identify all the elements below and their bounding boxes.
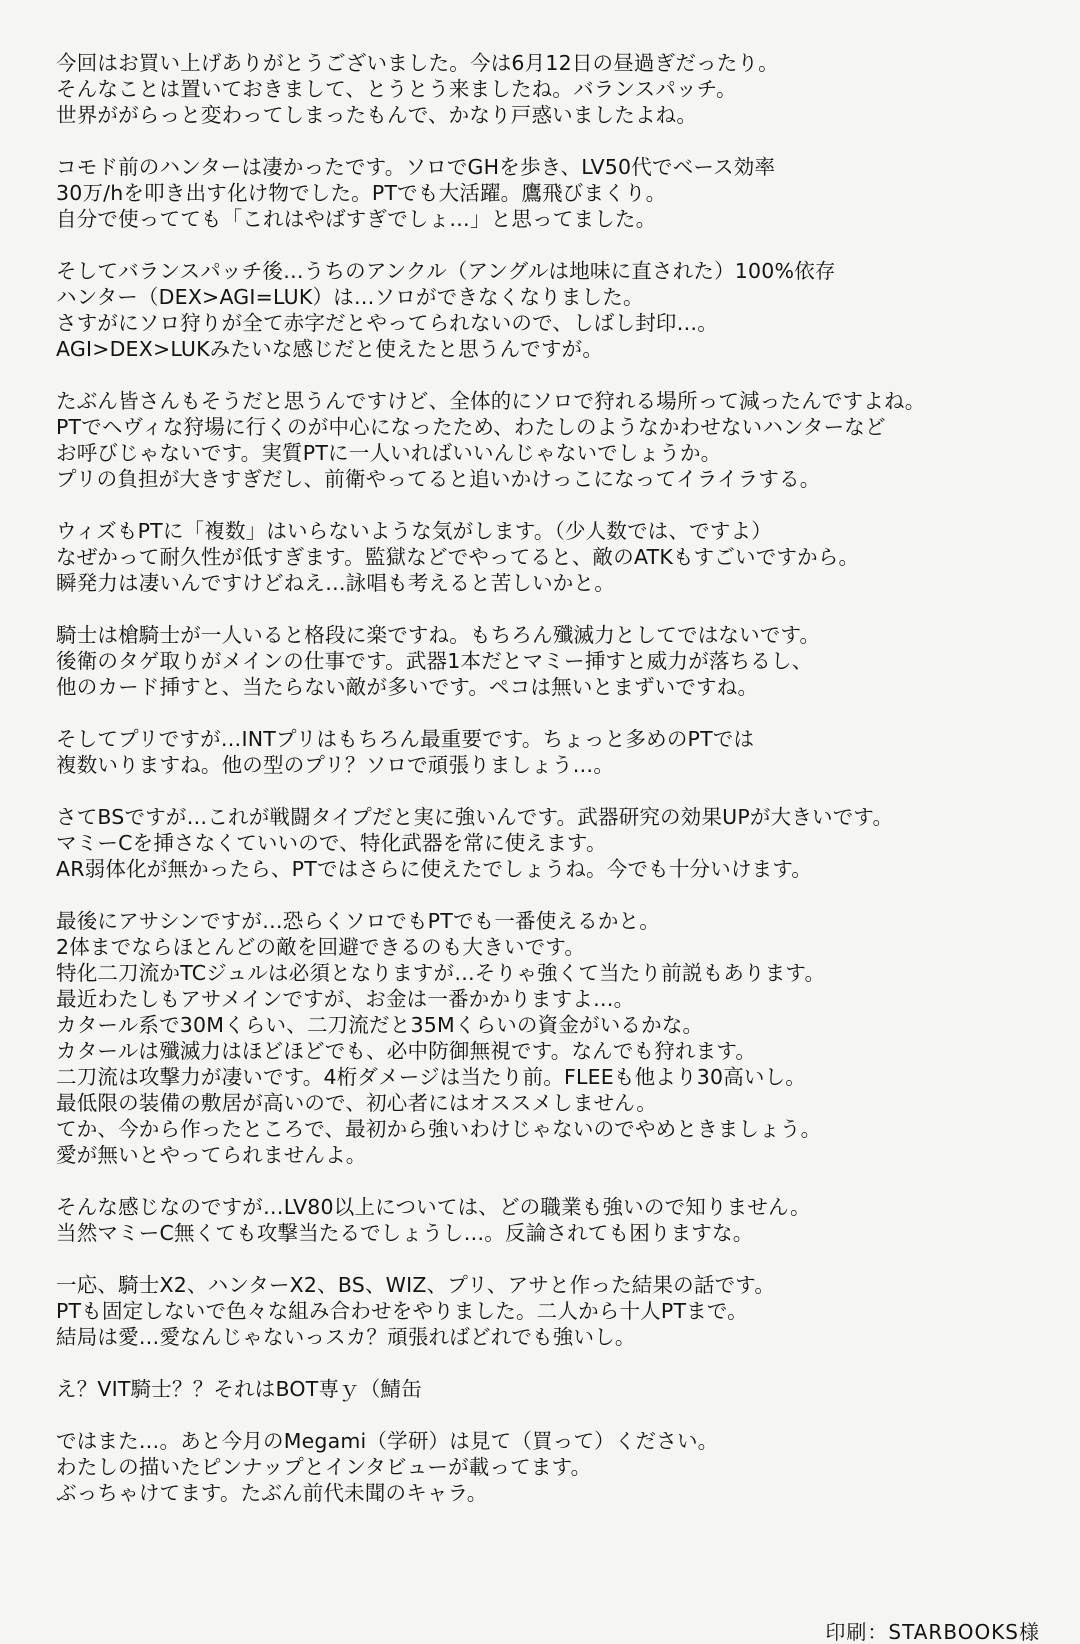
text-line: 最後にアサシンですが…恐らくソロでもPTでも一番使えるかと。 (56, 909, 660, 933)
text-line: 後衛のタゲ取りがメインの仕事です。武器1本だとマミー挿すと威力が落ちるし、 (56, 649, 813, 673)
text-line: 特化二刀流かTCジュルは必須となりますが…そりゃ強くて当たり前説もあります。 (56, 961, 826, 985)
text-line: さすがにソロ狩りが全て赤字だとやってられないので、しばし封印…。 (56, 311, 718, 335)
text-line: 今回はお買い上げありがとうございました。今は6月12日の昼過ぎだったり。 (56, 51, 779, 75)
paragraph (56, 154, 1056, 232)
text-line: てか、今から作ったところで、最初から強いわけじゃないのでやめときましょう。 (56, 1117, 822, 1141)
paragraph (56, 804, 1056, 882)
text-line: カタール系で30Mくらい、二刀流だと35Mくらいの資金がいるかな。 (56, 1013, 704, 1037)
text-line: 世界ががらっと変わってしまったもんで、かなり戸惑いましたよね。 (56, 103, 698, 127)
paragraph (56, 622, 1056, 700)
text-line: え？VIT騎士？？それはBOT専ｙ（鯖缶 (56, 1377, 422, 1401)
text-line: 騎士は槍騎士が一人いると格段に楽ですね。もちろん殲滅力としてではないです。 (56, 623, 821, 647)
paragraph (56, 50, 1056, 128)
text-line: 自分で使ってても「これはやばすぎでしょ…」と思ってました。 (56, 207, 657, 231)
text-line: お呼びじゃないです。実質PTに一人いればいいんじゃないでしょうか。 (56, 441, 722, 465)
text-line: 2体までならほとんどの敵を回避できるのも大きいです。 (56, 935, 586, 959)
text-line: 当然マミーC無くても攻撃当たるでしょうし…。反論されても困りますな。 (56, 1221, 754, 1245)
text-line: そしてプリですが…INTプリはもちろん最重要です。ちょっと多めのPTでは (56, 727, 755, 751)
text-line: 一応、騎士X2、ハンターX2、BS、WIZ、プリ、アサと作った結果の話です。 (56, 1273, 776, 1297)
afterword-text (56, 50, 1056, 1532)
paragraph (56, 518, 1056, 596)
paragraph (56, 258, 1056, 362)
paragraph (56, 726, 1056, 778)
text-line: ハンター（DEX>AGI=LUK）は…ソロができなくなりました。 (56, 285, 644, 309)
paragraph (56, 908, 1056, 1168)
text-line: 最近わたしもアサメインですが、お金は一番かかりますよ…。 (56, 987, 635, 1011)
text-line: さてBSですが…これが戦闘タイプだと実に強いんです。武器研究の効果UPが大きいです。 (56, 805, 894, 829)
text-line: 結局は愛…愛なんじゃないっスカ？頑張ればどれでも強いし。 (56, 1325, 636, 1349)
text-line: 最低限の装備の敷居が高いので、初心者にはオススメしません。 (56, 1091, 657, 1115)
text-line: たぶん皆さんもそうだと思うんですけど、全体的にソロで狩れる場所って減ったんですよね。 (56, 389, 926, 413)
text-line: コモド前のハンターは凄かったです。ソロでGHを歩き、LV50代でベース効率 (56, 155, 776, 179)
text-line: そんな感じなのですが…LV80以上については、どの職業も強いので知りません。 (56, 1195, 811, 1219)
text-line: 瞬発力は凄いんですけどねえ…詠唱も考えると苦しいかと。 (56, 571, 615, 595)
paragraph (56, 388, 1056, 492)
text-line: 複数いりますね。他の型のプリ？ソロで頑張りましょう…。 (56, 753, 615, 777)
text-line: 愛が無いとやってられませんよ。 (56, 1143, 367, 1167)
text-line: そんなことは置いておきまして、とうとう来ましたね。バランスパッチ。 (56, 77, 737, 101)
paragraph (56, 1376, 1056, 1402)
text-line: AGI>DEX>LUKみたいな感じだと使えたと思うんですが。 (56, 337, 604, 361)
text-line: なぜかって耐久性が低すぎます。監獄などでやってると、敵のATKもすごいですから。 (56, 545, 860, 569)
text-line: ではまた…。あと今月のMegami（学研）は見て（買って）ください。 (56, 1429, 719, 1453)
paragraph (56, 1194, 1056, 1246)
text-line: プリの負担が大きすぎだし、前衛やってると追いかけっこになってイライラする。 (56, 467, 821, 491)
text-line: 二刀流は攻撃力が凄いです。4桁ダメージは当たり前。FLEEも他より30高いし。 (56, 1065, 806, 1089)
text-line: ぶっちゃけてます。たぶん前代未聞のキャラ。 (56, 1481, 488, 1505)
paragraph (56, 1272, 1056, 1350)
text-line: 30万/hを叩き出す化け物でした。PTでも大活躍。鷹飛びまくり。 (56, 181, 667, 205)
text-line: PTも固定しないで色々な組み合わせをやりました。二人から十人PTまで。 (56, 1299, 748, 1323)
text-line: わたしの描いたピンナップとインタビューが載ってます。 (56, 1455, 592, 1479)
text-line: AR弱体化が無かったら、PTではさらに使えたでしょうね。今でも十分いけます。 (56, 857, 813, 881)
paragraph (56, 1428, 1056, 1506)
text-line: ウィズもPTに「複数」はいらないような気がします。（少人数では、ですよ） (56, 519, 772, 543)
text-line: マミーCを挿さなくていいので、特化武器を常に使えます。 (56, 831, 607, 855)
text-line: そしてバランスパッチ後…うちのアンクル（アングルは地味に直された）100%依存 (56, 259, 836, 283)
text-line: カタールは殲滅力はほどほどでも、必中防御無視です。なんでも狩れます。 (56, 1039, 757, 1063)
text-line: PTでヘヴィな狩場に行くのが中心になったため、わたしのようなかわせないハンターなど (56, 415, 886, 439)
text-line: 他のカード挿すと、当たらない敵が多いです。ペコは無いとまずいですね。 (56, 675, 759, 699)
printer-credit: 印刷：STARBOOKS様 (825, 1620, 1040, 1644)
